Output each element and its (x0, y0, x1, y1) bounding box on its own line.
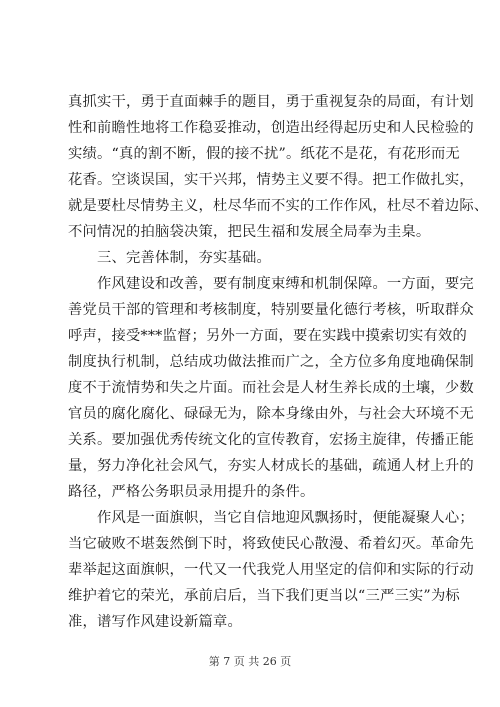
document-body (68, 89, 489, 635)
section-heading: 三、完善体制，夯实基础。 (97, 250, 271, 266)
text-line: 作风是一面旗帜，当它自信地迎风飘扬时，便能凝聚人心； (97, 510, 474, 526)
text-line: 花香。空谈误国，实干兴邦，情势主义要不得。把工作做扎实， (68, 172, 474, 188)
text-line: 维护着它的荣光，承前启后，当下我们更当以“三严三实”为标 (68, 588, 460, 604)
text-line: 辈举起这面旗帜，一代又一代我党人用坚定的信仰和实际的行动 (68, 562, 474, 578)
text-line: 量，努力净化社会风气，夯实人材成长的基础，疏通人材上升的 (68, 458, 474, 474)
text-line: 呼声，接受***监督；另外一方面，要在实践中摸索切实有效的 (68, 328, 467, 344)
paragraph-3 (68, 505, 474, 635)
text-line: 性和前瞻性地将工作稳妥推动，创造出经得起历史和人民检验的 (68, 120, 474, 136)
paragraph-1 (68, 89, 489, 245)
text-line: 当它破败不堪轰然倒下时，将致使民心散漫、希着幻灭。革命先 (68, 536, 474, 552)
text-line: 真抓实干，勇于直面棘手的题目，勇于重视复杂的局面，有计划 (68, 94, 474, 110)
text-line: 关系。要加强优秀传统文化的宣传教育，宏扬主旋律，传播正能 (68, 432, 474, 448)
text-line: 制度执行机制，总结成功做法推而广之，全方位多角度地确保制 (68, 354, 474, 370)
page-number-footer: 第 7 页 共 26 页 (208, 655, 292, 668)
text-line: 就是要杜尽情势主义，杜尽华而不实的工作作风，杜尽不着边际、 (68, 198, 489, 214)
text-line: 准，谱写作风建设新篇章。 (68, 614, 242, 630)
text-line: 实绩。“真的割不断，假的接不扰”。纸花不是花，有花形而无 (68, 146, 460, 162)
text-line: 善党员干部的管理和考核制度，特别要量化德行考核，听取群众 (68, 302, 474, 318)
text-line: 作风建设和改善，要有制度束缚和机制保障。一方面，要完 (97, 276, 474, 292)
text-line: 度不于流情势和失之片面。而社会是人材生养长成的土壤，少数 (68, 380, 474, 396)
text-line: 官员的腐化腐化、碌碌无为，除本身缘由外，与社会大环境不无 (68, 406, 474, 422)
text-line: 路径，严格公务职员录用提升的条件。 (68, 484, 315, 500)
paragraph-2 (68, 271, 474, 505)
text-line: 不问情况的拍脑袋决策，把民生福和发展全局奉为圭臬。 (68, 224, 431, 240)
